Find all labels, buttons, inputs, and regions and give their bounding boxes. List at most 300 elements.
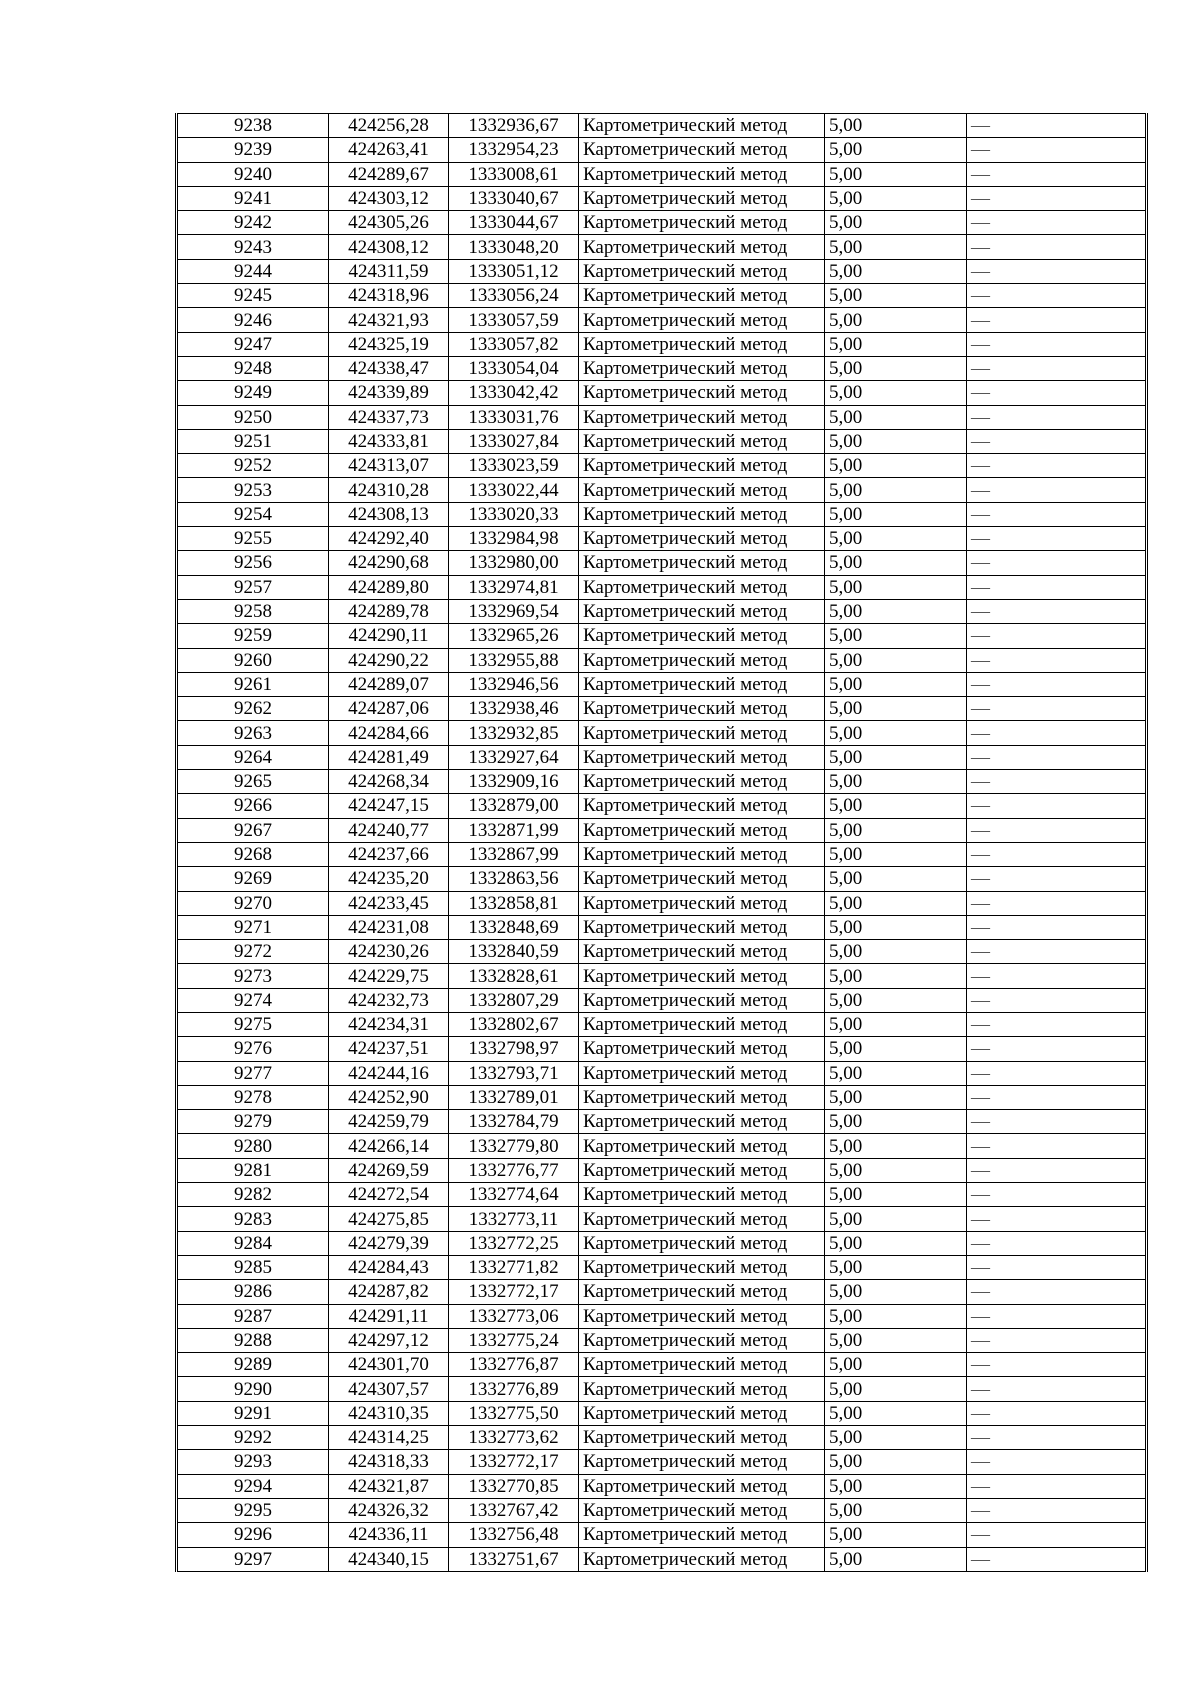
point-number-cell: 9280 — [177, 1134, 329, 1158]
table-row — [177, 551, 1147, 575]
table-row — [177, 794, 1147, 818]
point-number-cell: 9247 — [177, 332, 329, 356]
x-coordinate-cell: 424275,85 — [329, 1207, 449, 1231]
x-coordinate-cell: 424234,31 — [329, 1012, 449, 1036]
y-coordinate-cell: 1332798,97 — [449, 1037, 579, 1061]
accuracy-cell: 5,00 — [825, 1280, 967, 1304]
point-number-cell: 9254 — [177, 502, 329, 526]
y-coordinate-cell: 1332879,00 — [449, 794, 579, 818]
accuracy-cell: 5,00 — [825, 162, 967, 186]
table-row — [177, 1474, 1147, 1498]
accuracy-cell: 5,00 — [825, 599, 967, 623]
table-row — [177, 1498, 1147, 1522]
x-coordinate-cell: 424311,59 — [329, 259, 449, 283]
method-cell: Картометрический метод — [579, 454, 825, 478]
table-row — [177, 1012, 1147, 1036]
y-coordinate-cell: 1332776,89 — [449, 1377, 579, 1401]
table-row — [177, 1085, 1147, 1109]
method-cell: Картометрический метод — [579, 1280, 825, 1304]
point-number-cell: 9250 — [177, 405, 329, 429]
description-cell: — — [967, 1280, 1147, 1304]
table-row — [177, 1401, 1147, 1425]
x-coordinate-cell: 424337,73 — [329, 405, 449, 429]
y-coordinate-cell: 1333044,67 — [449, 211, 579, 235]
x-coordinate-cell: 424318,33 — [329, 1450, 449, 1474]
point-number-cell: 9238 — [177, 114, 329, 138]
accuracy-cell: 5,00 — [825, 138, 967, 162]
accuracy-cell: 5,00 — [825, 867, 967, 891]
table-row — [177, 405, 1147, 429]
table-row — [177, 599, 1147, 623]
y-coordinate-cell: 1332772,17 — [449, 1450, 579, 1474]
point-number-cell: 9295 — [177, 1498, 329, 1522]
description-cell: — — [967, 1255, 1147, 1279]
accuracy-cell: 5,00 — [825, 1328, 967, 1352]
accuracy-cell: 5,00 — [825, 284, 967, 308]
description-cell: — — [967, 915, 1147, 939]
description-cell: — — [967, 332, 1147, 356]
table-row — [177, 186, 1147, 210]
description-cell: — — [967, 1474, 1147, 1498]
x-coordinate-cell: 424287,06 — [329, 697, 449, 721]
accuracy-cell: 5,00 — [825, 1012, 967, 1036]
point-number-cell: 9249 — [177, 381, 329, 405]
description-cell: — — [967, 114, 1147, 138]
y-coordinate-cell: 1333048,20 — [449, 235, 579, 259]
accuracy-cell: 5,00 — [825, 721, 967, 745]
x-coordinate-cell: 424292,40 — [329, 527, 449, 551]
accuracy-cell: 5,00 — [825, 697, 967, 721]
accuracy-cell: 5,00 — [825, 332, 967, 356]
description-cell: — — [967, 1110, 1147, 1134]
y-coordinate-cell: 1332871,99 — [449, 818, 579, 842]
accuracy-cell: 5,00 — [825, 1523, 967, 1547]
method-cell: Картометрический метод — [579, 211, 825, 235]
method-cell: Картометрический метод — [579, 332, 825, 356]
y-coordinate-cell: 1332932,85 — [449, 721, 579, 745]
table-row — [177, 940, 1147, 964]
accuracy-cell: 5,00 — [825, 1110, 967, 1134]
x-coordinate-cell: 424297,12 — [329, 1328, 449, 1352]
description-cell: — — [967, 356, 1147, 380]
accuracy-cell: 5,00 — [825, 114, 967, 138]
x-coordinate-cell: 424290,11 — [329, 624, 449, 648]
table-row — [177, 211, 1147, 235]
y-coordinate-cell: 1332773,06 — [449, 1304, 579, 1328]
description-cell: — — [967, 818, 1147, 842]
accuracy-cell: 5,00 — [825, 770, 967, 794]
accuracy-cell: 5,00 — [825, 745, 967, 769]
y-coordinate-cell: 1332828,61 — [449, 964, 579, 988]
x-coordinate-cell: 424268,34 — [329, 770, 449, 794]
description-cell: — — [967, 1450, 1147, 1474]
table-row — [177, 1158, 1147, 1182]
accuracy-cell: 5,00 — [825, 988, 967, 1012]
x-coordinate-cell: 424269,59 — [329, 1158, 449, 1182]
x-coordinate-cell: 424325,19 — [329, 332, 449, 356]
description-cell: — — [967, 1498, 1147, 1522]
point-number-cell: 9291 — [177, 1401, 329, 1425]
y-coordinate-cell: 1332848,69 — [449, 915, 579, 939]
x-coordinate-cell: 424291,11 — [329, 1304, 449, 1328]
table-row — [177, 308, 1147, 332]
accuracy-cell: 5,00 — [825, 1061, 967, 1085]
accuracy-cell: 5,00 — [825, 964, 967, 988]
table-row — [177, 138, 1147, 162]
description-cell: — — [967, 1085, 1147, 1109]
description-cell: — — [967, 599, 1147, 623]
y-coordinate-cell: 1332802,67 — [449, 1012, 579, 1036]
accuracy-cell: 5,00 — [825, 429, 967, 453]
table-row — [177, 1037, 1147, 1061]
table-row — [177, 429, 1147, 453]
description-cell: — — [967, 964, 1147, 988]
description-cell: — — [967, 1426, 1147, 1450]
point-number-cell: 9239 — [177, 138, 329, 162]
point-number-cell: 9261 — [177, 672, 329, 696]
method-cell: Картометрический метод — [579, 1255, 825, 1279]
y-coordinate-cell: 1332767,42 — [449, 1498, 579, 1522]
point-number-cell: 9287 — [177, 1304, 329, 1328]
point-number-cell: 9270 — [177, 891, 329, 915]
accuracy-cell: 5,00 — [825, 1134, 967, 1158]
y-coordinate-cell: 1333023,59 — [449, 454, 579, 478]
point-number-cell: 9268 — [177, 842, 329, 866]
y-coordinate-cell: 1332946,56 — [449, 672, 579, 696]
description-cell: — — [967, 1304, 1147, 1328]
x-coordinate-cell: 424266,14 — [329, 1134, 449, 1158]
method-cell: Картометрический метод — [579, 1474, 825, 1498]
table-row — [177, 381, 1147, 405]
description-cell: — — [967, 672, 1147, 696]
y-coordinate-cell: 1333054,04 — [449, 356, 579, 380]
y-coordinate-cell: 1332773,11 — [449, 1207, 579, 1231]
table-row — [177, 259, 1147, 283]
y-coordinate-cell: 1332773,62 — [449, 1426, 579, 1450]
accuracy-cell: 5,00 — [825, 235, 967, 259]
point-number-cell: 9290 — [177, 1377, 329, 1401]
point-number-cell: 9296 — [177, 1523, 329, 1547]
point-number-cell: 9286 — [177, 1280, 329, 1304]
method-cell: Картометрический метод — [579, 1231, 825, 1255]
method-cell: Картометрический метод — [579, 429, 825, 453]
description-cell: — — [967, 308, 1147, 332]
description-cell: — — [967, 235, 1147, 259]
method-cell: Картометрический метод — [579, 1450, 825, 1474]
description-cell: — — [967, 1207, 1147, 1231]
table-row — [177, 1134, 1147, 1158]
description-cell: — — [967, 648, 1147, 672]
table-row — [177, 284, 1147, 308]
point-number-cell: 9284 — [177, 1231, 329, 1255]
accuracy-cell: 5,00 — [825, 1158, 967, 1182]
method-cell: Картометрический метод — [579, 186, 825, 210]
y-coordinate-cell: 1333020,33 — [449, 502, 579, 526]
description-cell: — — [967, 527, 1147, 551]
x-coordinate-cell: 424240,77 — [329, 818, 449, 842]
description-cell: — — [967, 1523, 1147, 1547]
accuracy-cell: 5,00 — [825, 1474, 967, 1498]
x-coordinate-cell: 424263,41 — [329, 138, 449, 162]
x-coordinate-cell: 424307,57 — [329, 1377, 449, 1401]
y-coordinate-cell: 1333056,24 — [449, 284, 579, 308]
point-number-cell: 9282 — [177, 1183, 329, 1207]
description-cell: — — [967, 211, 1147, 235]
table-row — [177, 915, 1147, 939]
method-cell: Картометрический метод — [579, 940, 825, 964]
table-row — [177, 891, 1147, 915]
description-cell: — — [967, 842, 1147, 866]
point-number-cell: 9274 — [177, 988, 329, 1012]
method-cell: Картометрический метод — [579, 1304, 825, 1328]
accuracy-cell: 5,00 — [825, 1353, 967, 1377]
table-row — [177, 1255, 1147, 1279]
accuracy-cell: 5,00 — [825, 308, 967, 332]
y-coordinate-cell: 1332772,25 — [449, 1231, 579, 1255]
x-coordinate-cell: 424303,12 — [329, 186, 449, 210]
table-row — [177, 454, 1147, 478]
method-cell: Картометрический метод — [579, 1377, 825, 1401]
accuracy-cell: 5,00 — [825, 1450, 967, 1474]
table-row — [177, 1353, 1147, 1377]
accuracy-cell: 5,00 — [825, 502, 967, 526]
description-cell: — — [967, 891, 1147, 915]
description-cell: — — [967, 138, 1147, 162]
table-row — [177, 1328, 1147, 1352]
table-row — [177, 527, 1147, 551]
accuracy-cell: 5,00 — [825, 672, 967, 696]
point-number-cell: 9258 — [177, 599, 329, 623]
y-coordinate-cell: 1332784,79 — [449, 1110, 579, 1134]
method-cell: Картометрический метод — [579, 672, 825, 696]
table-row — [177, 1450, 1147, 1474]
point-number-cell: 9246 — [177, 308, 329, 332]
x-coordinate-cell: 424318,96 — [329, 284, 449, 308]
table-row — [177, 842, 1147, 866]
method-cell: Картометрический метод — [579, 1061, 825, 1085]
method-cell: Картометрический метод — [579, 964, 825, 988]
description-cell: — — [967, 1328, 1147, 1352]
y-coordinate-cell: 1332775,50 — [449, 1401, 579, 1425]
table-row — [177, 648, 1147, 672]
method-cell: Картометрический метод — [579, 915, 825, 939]
accuracy-cell: 5,00 — [825, 1183, 967, 1207]
description-cell: — — [967, 1401, 1147, 1425]
point-number-cell: 9269 — [177, 867, 329, 891]
method-cell: Картометрический метод — [579, 988, 825, 1012]
method-cell: Картометрический метод — [579, 599, 825, 623]
y-coordinate-cell: 1332840,59 — [449, 940, 579, 964]
x-coordinate-cell: 424308,12 — [329, 235, 449, 259]
y-coordinate-cell: 1333040,67 — [449, 186, 579, 210]
point-number-cell: 9263 — [177, 721, 329, 745]
description-cell: — — [967, 1158, 1147, 1182]
description-cell: — — [967, 575, 1147, 599]
point-number-cell: 9281 — [177, 1158, 329, 1182]
accuracy-cell: 5,00 — [825, 405, 967, 429]
description-cell: — — [967, 502, 1147, 526]
point-number-cell: 9277 — [177, 1061, 329, 1085]
method-cell: Картометрический метод — [579, 624, 825, 648]
accuracy-cell: 5,00 — [825, 259, 967, 283]
x-coordinate-cell: 424321,93 — [329, 308, 449, 332]
point-number-cell: 9244 — [177, 259, 329, 283]
table-row — [177, 988, 1147, 1012]
x-coordinate-cell: 424232,73 — [329, 988, 449, 1012]
description-cell: — — [967, 988, 1147, 1012]
method-cell: Картометрический метод — [579, 575, 825, 599]
method-cell: Картометрический метод — [579, 1523, 825, 1547]
y-coordinate-cell: 1332863,56 — [449, 867, 579, 891]
description-cell: — — [967, 284, 1147, 308]
method-cell: Картометрический метод — [579, 308, 825, 332]
description-cell: — — [967, 405, 1147, 429]
accuracy-cell: 5,00 — [825, 1085, 967, 1109]
point-number-cell: 9276 — [177, 1037, 329, 1061]
method-cell: Картометрический метод — [579, 162, 825, 186]
x-coordinate-cell: 424289,80 — [329, 575, 449, 599]
x-coordinate-cell: 424247,15 — [329, 794, 449, 818]
method-cell: Картометрический метод — [579, 721, 825, 745]
description-cell: — — [967, 721, 1147, 745]
y-coordinate-cell: 1332974,81 — [449, 575, 579, 599]
y-coordinate-cell: 1332789,01 — [449, 1085, 579, 1109]
point-number-cell: 9260 — [177, 648, 329, 672]
point-number-cell: 9275 — [177, 1012, 329, 1036]
description-cell: — — [967, 1547, 1147, 1571]
y-coordinate-cell: 1332938,46 — [449, 697, 579, 721]
method-cell: Картометрический метод — [579, 1037, 825, 1061]
y-coordinate-cell: 1332909,16 — [449, 770, 579, 794]
x-coordinate-cell: 424284,66 — [329, 721, 449, 745]
point-number-cell: 9272 — [177, 940, 329, 964]
method-cell: Картометрический метод — [579, 697, 825, 721]
method-cell: Картометрический метод — [579, 770, 825, 794]
x-coordinate-cell: 424244,16 — [329, 1061, 449, 1085]
table-row — [177, 1061, 1147, 1085]
x-coordinate-cell: 424338,47 — [329, 356, 449, 380]
accuracy-cell: 5,00 — [825, 1377, 967, 1401]
table-row — [177, 162, 1147, 186]
accuracy-cell: 5,00 — [825, 454, 967, 478]
x-coordinate-cell: 424301,70 — [329, 1353, 449, 1377]
x-coordinate-cell: 424289,07 — [329, 672, 449, 696]
method-cell: Картометрический метод — [579, 1353, 825, 1377]
table-row — [177, 332, 1147, 356]
accuracy-cell: 5,00 — [825, 575, 967, 599]
x-coordinate-cell: 424313,07 — [329, 454, 449, 478]
x-coordinate-cell: 424314,25 — [329, 1426, 449, 1450]
description-cell: — — [967, 794, 1147, 818]
accuracy-cell: 5,00 — [825, 818, 967, 842]
accuracy-cell: 5,00 — [825, 1498, 967, 1522]
accuracy-cell: 5,00 — [825, 186, 967, 210]
method-cell: Картометрический метод — [579, 1547, 825, 1571]
accuracy-cell: 5,00 — [825, 1401, 967, 1425]
x-coordinate-cell: 424272,54 — [329, 1183, 449, 1207]
method-cell: Картометрический метод — [579, 794, 825, 818]
table-row — [177, 964, 1147, 988]
description-cell: — — [967, 259, 1147, 283]
table-row — [177, 575, 1147, 599]
description-cell: — — [967, 745, 1147, 769]
table-row — [177, 1183, 1147, 1207]
method-cell: Картометрический метод — [579, 405, 825, 429]
point-number-cell: 9248 — [177, 356, 329, 380]
method-cell: Картометрический метод — [579, 478, 825, 502]
y-coordinate-cell: 1332858,81 — [449, 891, 579, 915]
description-cell: — — [967, 1231, 1147, 1255]
description-cell: — — [967, 429, 1147, 453]
x-coordinate-cell: 424284,43 — [329, 1255, 449, 1279]
x-coordinate-cell: 424290,68 — [329, 551, 449, 575]
accuracy-cell: 5,00 — [825, 527, 967, 551]
x-coordinate-cell: 424237,51 — [329, 1037, 449, 1061]
point-number-cell: 9285 — [177, 1255, 329, 1279]
table-row — [177, 818, 1147, 842]
x-coordinate-cell: 424231,08 — [329, 915, 449, 939]
x-coordinate-cell: 424229,75 — [329, 964, 449, 988]
point-number-cell: 9257 — [177, 575, 329, 599]
x-coordinate-cell: 424310,35 — [329, 1401, 449, 1425]
table-row — [177, 697, 1147, 721]
accuracy-cell: 5,00 — [825, 478, 967, 502]
accuracy-cell: 5,00 — [825, 624, 967, 648]
x-coordinate-cell: 424340,15 — [329, 1547, 449, 1571]
y-coordinate-cell: 1333027,84 — [449, 429, 579, 453]
table-row — [177, 867, 1147, 891]
y-coordinate-cell: 1332867,99 — [449, 842, 579, 866]
method-cell: Картометрический метод — [579, 527, 825, 551]
x-coordinate-cell: 424281,49 — [329, 745, 449, 769]
x-coordinate-cell: 424321,87 — [329, 1474, 449, 1498]
method-cell: Картометрический метод — [579, 1426, 825, 1450]
x-coordinate-cell: 424336,11 — [329, 1523, 449, 1547]
point-number-cell: 9278 — [177, 1085, 329, 1109]
point-number-cell: 9256 — [177, 551, 329, 575]
point-number-cell: 9240 — [177, 162, 329, 186]
y-coordinate-cell: 1332927,64 — [449, 745, 579, 769]
y-coordinate-cell: 1332980,00 — [449, 551, 579, 575]
x-coordinate-cell: 424289,67 — [329, 162, 449, 186]
x-coordinate-cell: 424287,82 — [329, 1280, 449, 1304]
y-coordinate-cell: 1333022,44 — [449, 478, 579, 502]
y-coordinate-cell: 1333008,61 — [449, 162, 579, 186]
method-cell: Картометрический метод — [579, 818, 825, 842]
accuracy-cell: 5,00 — [825, 1207, 967, 1231]
y-coordinate-cell: 1332954,23 — [449, 138, 579, 162]
x-coordinate-cell: 424230,26 — [329, 940, 449, 964]
method-cell: Картометрический метод — [579, 259, 825, 283]
method-cell: Картометрический метод — [579, 648, 825, 672]
point-number-cell: 9267 — [177, 818, 329, 842]
table-row — [177, 672, 1147, 696]
y-coordinate-cell: 1332776,77 — [449, 1158, 579, 1182]
table-row — [177, 478, 1147, 502]
y-coordinate-cell: 1333042,42 — [449, 381, 579, 405]
y-coordinate-cell: 1332770,85 — [449, 1474, 579, 1498]
method-cell: Картометрический метод — [579, 235, 825, 259]
accuracy-cell: 5,00 — [825, 891, 967, 915]
x-coordinate-cell: 424252,90 — [329, 1085, 449, 1109]
y-coordinate-cell: 1332751,67 — [449, 1547, 579, 1571]
point-number-cell: 9252 — [177, 454, 329, 478]
table-row — [177, 356, 1147, 380]
table-row — [177, 745, 1147, 769]
x-coordinate-cell: 424235,20 — [329, 867, 449, 891]
y-coordinate-cell: 1332771,82 — [449, 1255, 579, 1279]
method-cell: Картометрический метод — [579, 551, 825, 575]
